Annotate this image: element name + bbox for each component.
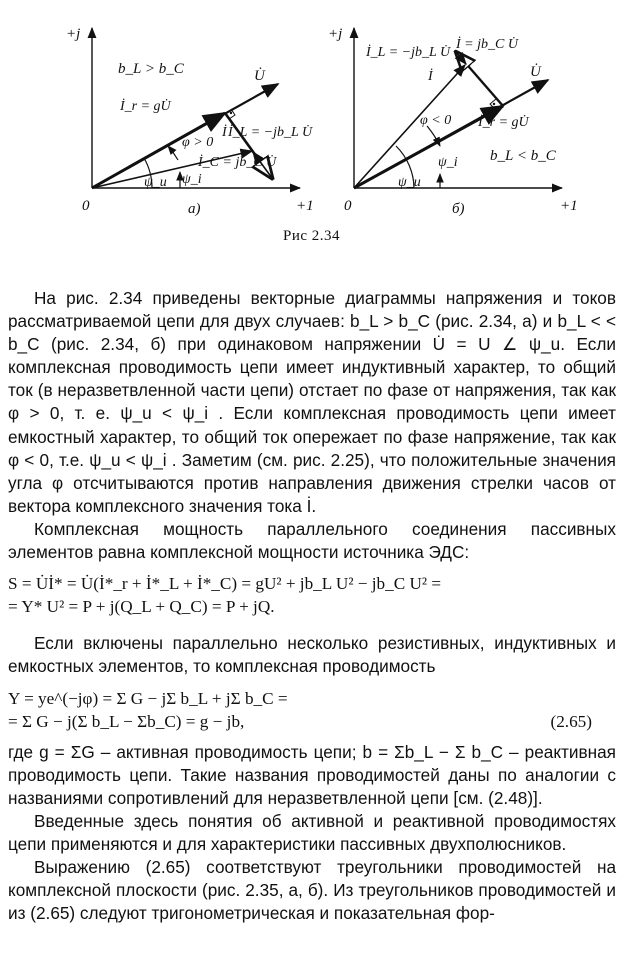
equation-admittance-line-1: Y = ye^(−jφ) = Σ G − jΣ b_L + jΣ b_C = [8, 688, 288, 708]
label-IC-left: İ_C = jb_C U̇ [198, 155, 277, 170]
axis-j-label-right: +j [328, 26, 343, 42]
vector-IL-right [456, 52, 466, 64]
equation-admittance-line-2-text: = Σ G − j(Σ b_L − Σb_C) = g − jb, [8, 711, 245, 731]
label-psi-i-right: ψ_i [438, 155, 458, 170]
label-psi-u-right: ψ_u [398, 175, 421, 190]
equation-number: (2.65) [550, 711, 592, 731]
condition-left: b_L > b_C [118, 61, 184, 77]
axis-one-label-left: +1 [296, 198, 314, 214]
label-Ir-right: İ_r = gU̇ [478, 115, 529, 130]
diagram-a [66, 26, 314, 217]
figure-caption: Рис 2.34 [282, 228, 341, 244]
label-I-right: İ [428, 69, 433, 84]
equation-power-line-1: S = U̇İ* = U̇(İ*_r + İ*_L + İ*_C) = gU² + jb_L U² − jb_C U² = [8, 574, 442, 594]
label-IC-right: İ = jb_C U̇ [456, 37, 518, 52]
paragraph-4: где g = ΣG – активная проводимость цепи; b = Σb_L − Σ b_C – реактивная проводимость цепи. Такие названия проводимостей даны по аналогии с названиями сопротивлений для неразветвленной цепи [см. (2.48)]. [8, 741, 616, 808]
origin-label-right: 0 [344, 198, 352, 214]
tag-right: б) [452, 201, 465, 217]
label-Ir-left: İ_r = gU̇ [120, 99, 171, 114]
label-phi-right: φ < 0 [420, 113, 452, 128]
arc-phi-left [168, 146, 178, 160]
paragraph-2: Комплексная мощность параллельного соединения пассивных элементов равна комплексной мощности источника ЭДС: [8, 518, 616, 563]
condition-right: b_L < b_C [490, 148, 556, 164]
paragraph-1: На рис. 2.34 приведены векторные диаграммы напряжения и токов рассматриваемой цепи для двух случаев: b_L > b_C (рис. 2.34, а) и b_L < < b_C (рис. 2.34, б) при одинаковом напряжении U̇ = U ∠ ψ_u. Если комплексная проводимость цепи имеет индуктивный характер, то общий ток (в неразветвленной части цепи) отстает по фазе от напряжения, так как φ > 0, т. е. ψ_u < ψ_i . Если комплексная проводимость цепи имеет емкостный характер, то общий ток опережает по фазе напряжение, так как φ < 0, т.е. ψ_u < ψ_i . Заметим (см. рис. 2.25), что положительные значения угла φ отсчитываются против направления движения стрелки часов от вектора комплексного значения тока İ. [8, 288, 616, 516]
origin-label-left: 0 [82, 198, 90, 214]
label-I-left: İ [222, 125, 227, 140]
equation-admittance-line-2 [8, 710, 616, 733]
label-psi-u-left: ψ_u [144, 175, 167, 190]
diagram-b [328, 26, 578, 217]
equation-power-line-2: = Y* U² = P + j(Q_L + Q_C) = P + jQ. [8, 597, 275, 617]
paragraph-3: Если включены параллельно несколько резистивных, индуктивных и емкостных элементов, то комплексная проводимость [8, 633, 616, 677]
label-phi-left: φ > 0 [182, 135, 214, 150]
paragraph-5: Введенные здесь понятия об активной и реактивной проводимостях цепи применяются и для характеристики пассивных двухполюсников. [8, 810, 616, 855]
vector-diagram-figure [0, 0, 623, 250]
label-IL-left: İ_L = −jb_L U̇ [228, 125, 313, 140]
paragraph-6: Выражению (2.65) соответствуют треугольники проводимостей на комплексной плоскости (рис. 2.35, а, б). Из треугольников проводимостей и из (2.65) следуют тригонометрическая и показательная фор- [8, 857, 616, 924]
axis-j-label-left: +j [66, 26, 81, 42]
tag-left: а) [188, 201, 201, 217]
label-IL-right: İ_L = −jb_L U̇ [366, 45, 451, 60]
body-text [8, 287, 616, 925]
label-U-right: U̇ [530, 64, 541, 80]
label-psi-i-left: ψ_i [182, 172, 202, 187]
label-U-left: U̇ [254, 68, 265, 84]
axis-one-label-right: +1 [560, 198, 578, 214]
